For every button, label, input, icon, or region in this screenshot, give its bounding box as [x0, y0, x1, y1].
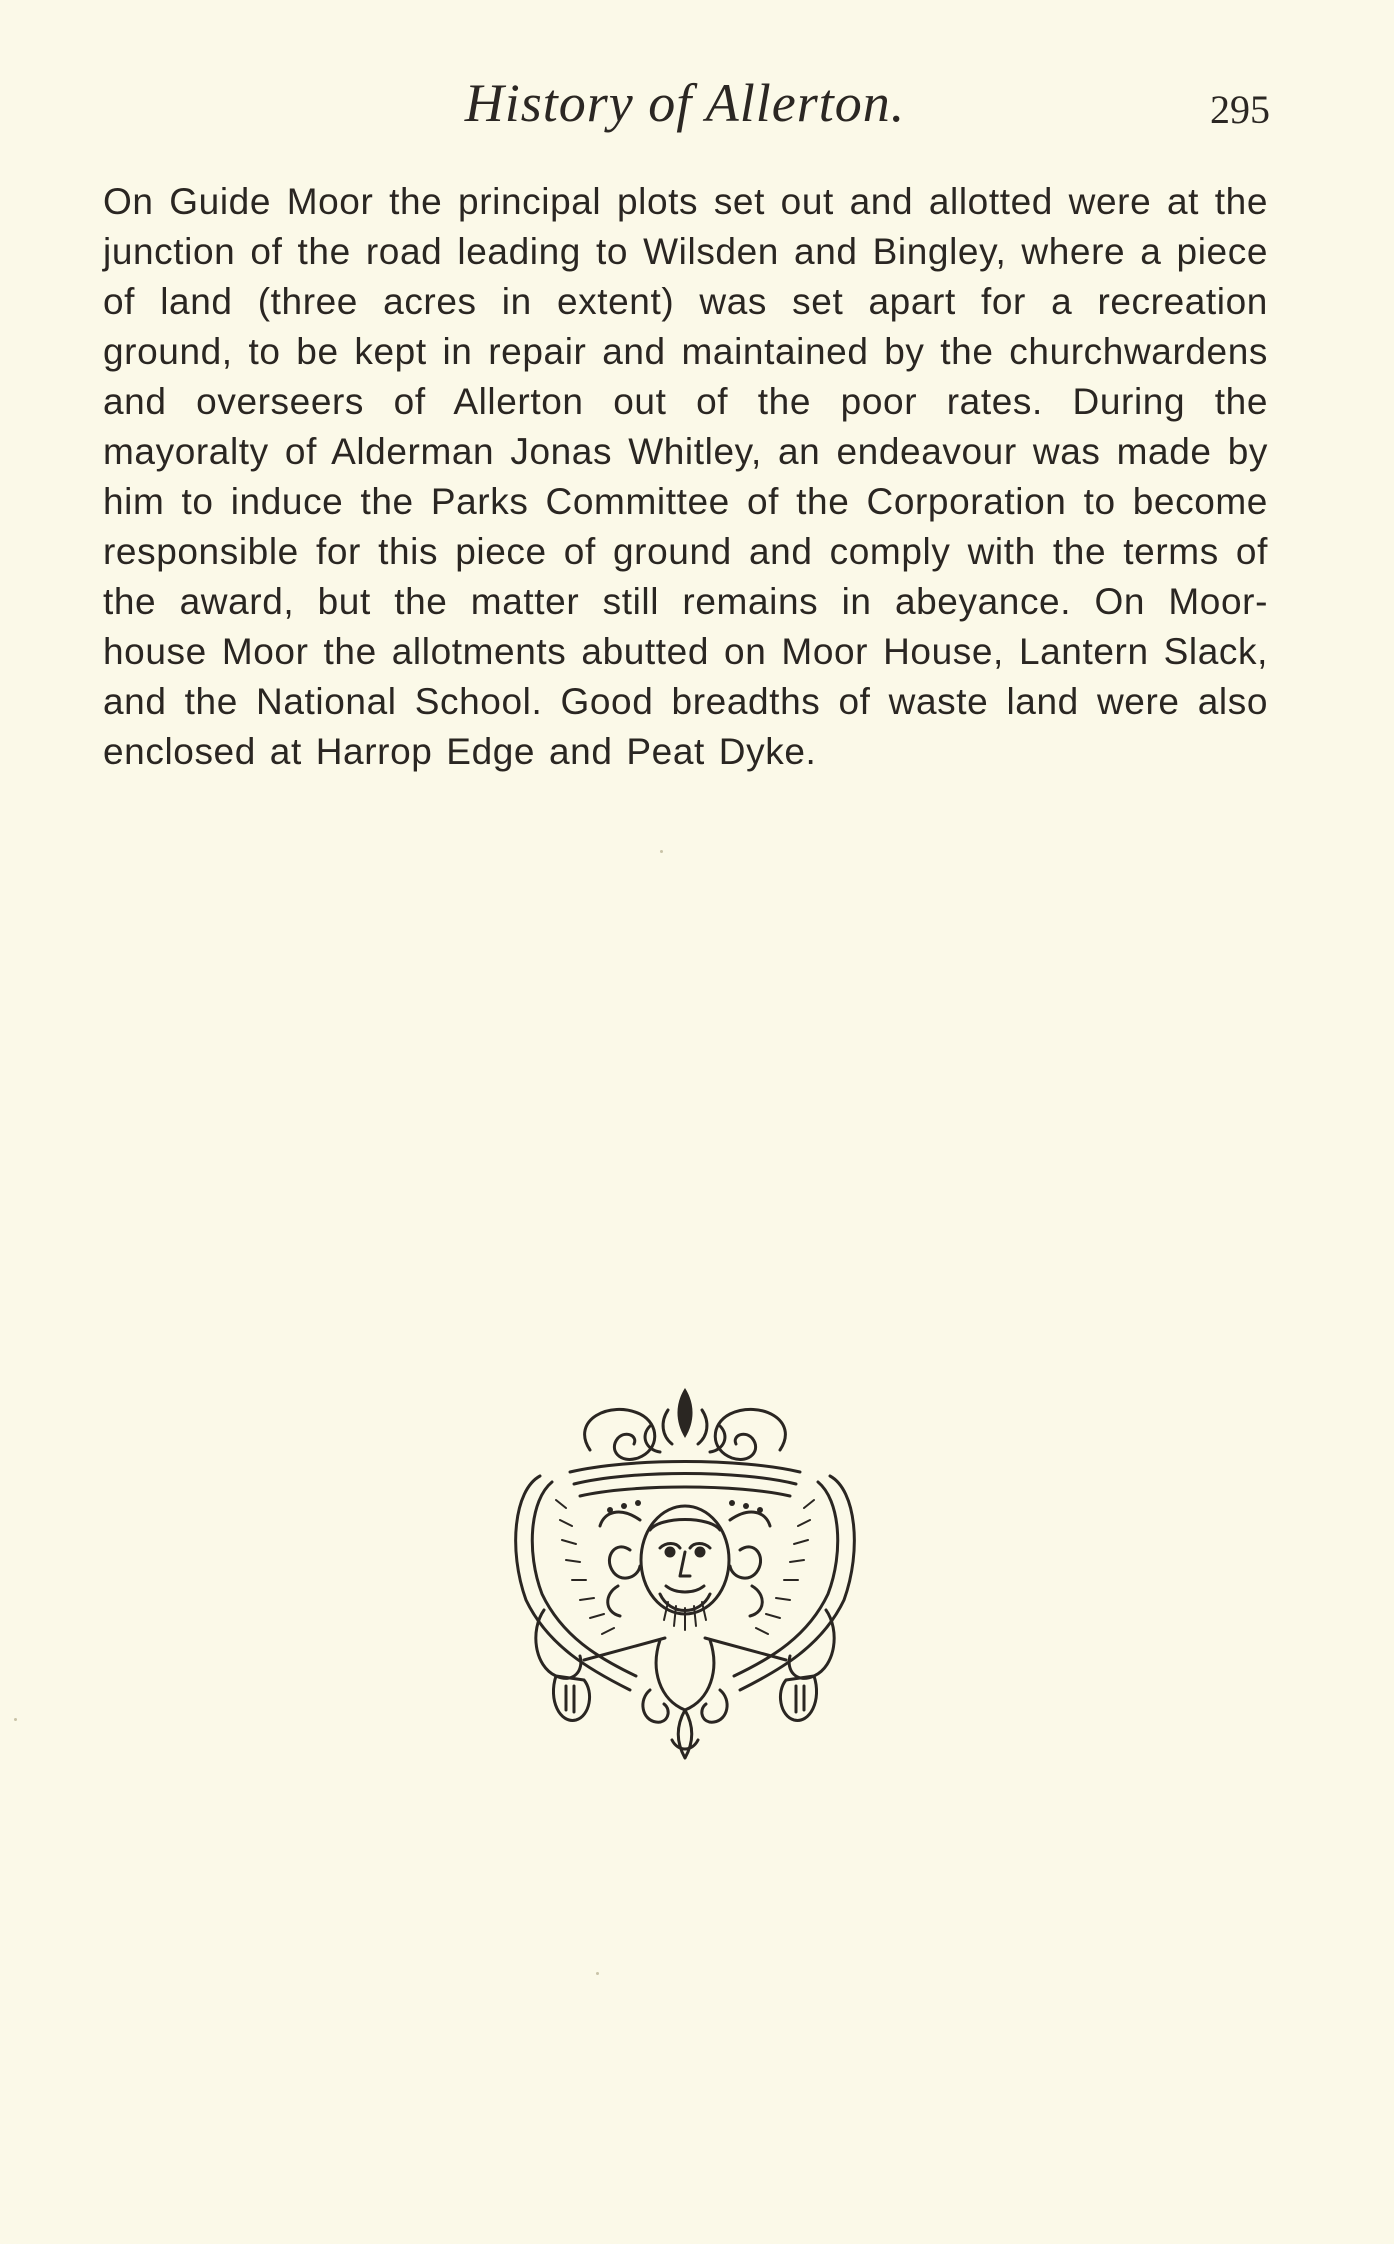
- paper-speck: [596, 1972, 599, 1975]
- page-number: 295: [1210, 87, 1270, 132]
- running-title: History of Allerton.: [464, 73, 906, 133]
- paper-speck: [14, 1718, 17, 1721]
- running-head: [100, 72, 1270, 152]
- body-paragraph: On Guide Moor the principal plots set out and allotted were at the junction of the road leading to Wilsden and Bingley, where a piece of land (three acres in extent) was set apart for a recreation ground, to be kept in repair and maintained by the churchwardens and overseers of Allerton out of the poor rates. During the mayoralty of Alderman Jonas Whitley, an endeavour was made by him to induce the Parks Committee of the Corporation to become responsible for this piece of ground and comply with the terms of the award, but the matter still remains in abeyance. On Moor-house Moor the allotments abutted on Moor House, Lantern Slack, and the National School. Good breadths of waste land were also enclosed at Harrop Edge and Peat Dyke.: [103, 181, 1268, 772]
- paper-speck: [660, 850, 663, 853]
- tailpiece-mask-ornament-icon: [500, 1380, 870, 1770]
